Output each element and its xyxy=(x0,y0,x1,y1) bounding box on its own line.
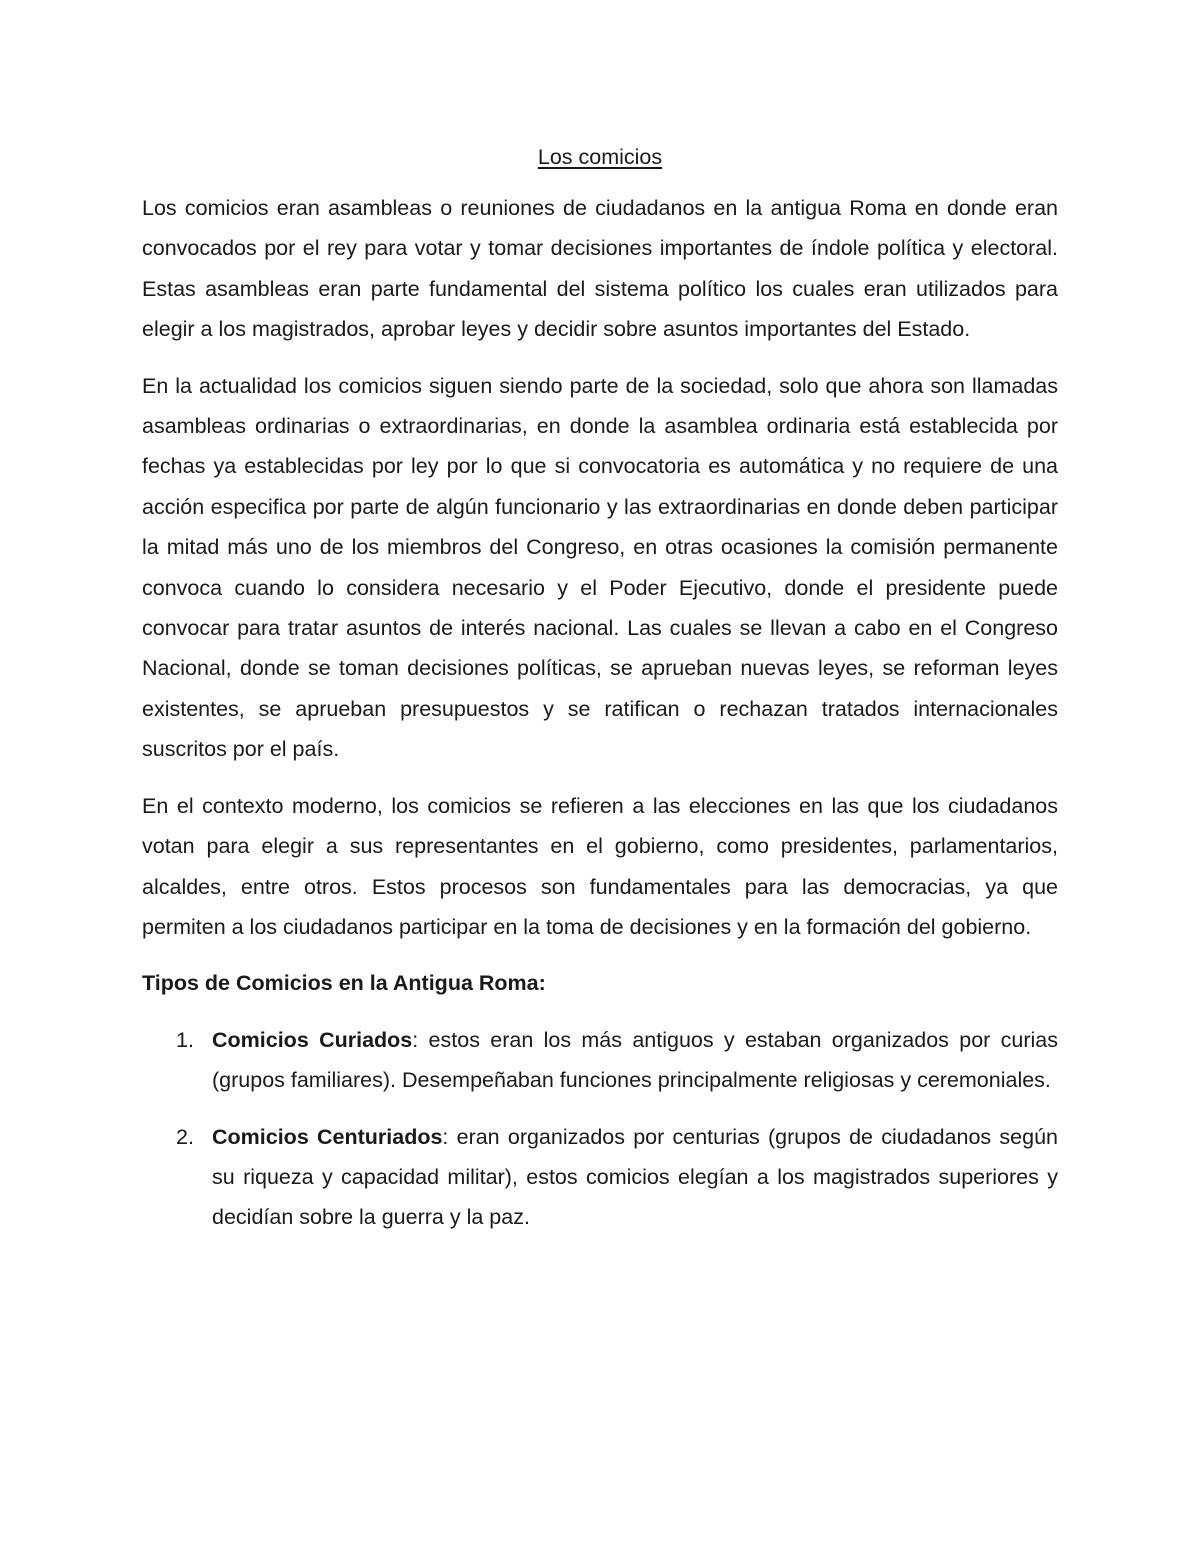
document-title xyxy=(142,140,1058,174)
list-item-term: Comicios Centuriados xyxy=(212,1124,443,1149)
section-heading: Tipos de Comicios en la Antigua Roma: xyxy=(142,971,546,996)
list-item-description: : eran organizados por centurias (grupos de ciudadanos según su riqueza y capacidad militar), estos comicios elegían a los magistrados superiores y decidían sobre la guerra y la paz. xyxy=(212,1124,1058,1230)
types-list xyxy=(142,1020,1058,1238)
paragraph-2: En la actualidad los comicios siguen siendo parte de la sociedad, solo que ahora son llamadas asambleas ordinarias o extraordinarias, en donde la asamblea ordinaria está establecida por fechas ya establecidas por ley por lo que si convocatoria es automática y no requiere de una acción especifica por parte de algún funcionario y las extraordinarias en donde deben participar la mitad más uno de los miembros del Congreso, en otras ocasiones la comisión permanente convoca cuando lo considera necesario y el Poder Ejecutivo, donde el presidente puede convocar para tratar asuntos de interés nacional. Las cuales se llevan a cabo en el Congreso Nacional, donde se toman decisiones políticas, se aprueban nuevas leyes, se reforman leyes existentes, se aprueban presupuestos y se ratifican o rechazan tratados internacionales suscritos por el país. xyxy=(142,373,1058,762)
list-item-number: 1. xyxy=(176,1027,194,1052)
list-item xyxy=(142,1117,1058,1238)
list-item-term: Comicios Curiados xyxy=(212,1027,413,1052)
list-item-description: : estos eran los más antiguos y estaban organizados por curias (grupos familiares). Desempeñaban funciones principalmente religiosas y ceremoniales. xyxy=(212,1027,1058,1093)
document-content xyxy=(142,140,1058,1254)
list-item xyxy=(142,1020,1058,1101)
paragraph-3: En el contexto moderno, los comicios se refieren a las elecciones en las que los ciudadanos votan para elegir a sus representantes en el gobierno, como presidentes, parlamentarios, alcaldes, entre otros. Estos procesos son fundamentales para las democracias, ya que permiten a los ciudadanos participar en la toma de decisiones y en la formación del gobierno. xyxy=(142,793,1058,939)
paragraph-1: Los comicios eran asambleas o reuniones de ciudadanos en la antigua Roma en donde eran convocados por el rey para votar y tomar decisiones importantes de índole política y electoral. Estas asambleas eran parte fundamental del sistema político los cuales eran utilizados para elegir a los magistrados, aprobar leyes y decidir sobre asuntos importantes del Estado. xyxy=(142,196,1058,342)
document-title-text: Los comicios xyxy=(537,145,663,169)
list-item-number: 2. xyxy=(176,1124,194,1149)
